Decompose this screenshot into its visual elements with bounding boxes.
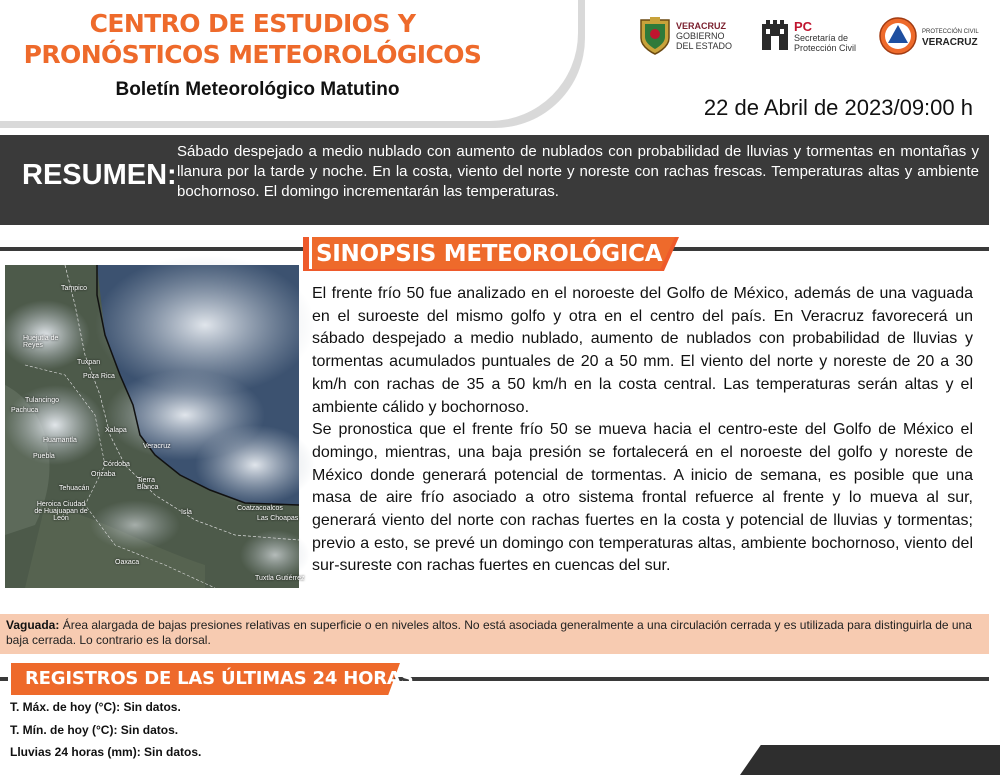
summary-band [0, 135, 989, 225]
header-title-line1: CENTRO DE ESTUDIOS Y [89, 9, 416, 38]
synopsis-paragraph-2: Se pronostica que el frente frío 50 se mueva hacia el centro-este del Golfo de México el domingo, mientras, una baja presión se fortalecerá en el noroeste del golfo y noreste de México donde generará potencial de tormentas. A inicio de semana, es posible que una masa de aire frío asociado a otro sistema frontal refuerce al frente y lo mueva al sur, generará viento del norte con rachas fuertes en la costa y potencial de lluvias y tormentas; previo a esto, se prevé un domingo con temperaturas altas, ambiente bochornoso, viento del sur-sureste con rachas fuertes en cuencas del sur. [312, 421, 973, 575]
veracruz-logo-line3: DEL ESTADO [676, 41, 733, 51]
records-title: REGISTROS DE LAS ÚLTIMAS 24 HORAS [25, 668, 414, 689]
veracruz-logo [638, 14, 732, 58]
record-max-temp: T. Máx. de hoy (°C): Sin datos. [10, 700, 181, 714]
footer-corner-decoration [740, 745, 1000, 775]
synopsis-paragraph-1: El frente frío 50 fue analizado en el noroeste del Golfo de México, además de una vaguada en el suroeste del mismo golfo y otra en el centro del país. En Veracruz favorecerá un sábado despejado a medio nublado, aumento de nublados con probabilidad de lluvias y tormentas acumulados puntuales de 20 a 50 mm. El viento del norte y noreste de 20 a 30 km/h con rachas de 35 a 50 km/h en la costa central. Las temperaturas serán altas y el ambiente cálido y bochornoso. [312, 285, 973, 416]
map-label-pachuca: Pachuca [11, 407, 39, 414]
satellite-image [5, 265, 305, 588]
pcv-logo-line2: VERACRUZ [922, 36, 978, 48]
map-label-heroica: Heroica Ciudad de Huajuapan de León [34, 501, 88, 522]
map-label-puebla: Puebla [33, 453, 55, 460]
map-label-oaxaca: Oaxaca [115, 559, 140, 566]
summary-text: Sábado despejado a medio nublado con aumento de nublados con probabilidad de lluvias y tormentas en montañas y llanura por la tarde y noche. En la costa, viento del norte y noreste con rachas frescas. Temperaturas altas y ambiente bochornoso. El domingo incrementarán las temperaturas. [177, 143, 979, 200]
map-label-huamantla: Huamantla [43, 437, 77, 444]
map-label-las-choapas: Las Choapas [257, 515, 299, 522]
bulletin-subtitle: Boletín Meteorológico Matutino [115, 79, 400, 100]
map-label-isla: Isla [181, 509, 192, 516]
pcv-logo-line1: PROTECCIÓN CIVIL [922, 28, 979, 35]
map-label-tierra-blanca: Tierra Blanca [137, 477, 159, 491]
synopsis-title: SINOPSIS METEOROLÓGICA [316, 241, 663, 267]
map-label-veracruz: Veracruz [143, 443, 171, 450]
pcv-logo [878, 14, 979, 58]
map-label-huejutla: Huejutla de Reyes [23, 335, 59, 349]
map-label-poza-rica: Poza Rica [83, 373, 115, 380]
pc-logo-line1: Secretaría de [794, 32, 849, 43]
map-label-tehuacan: Tehuacán [59, 485, 90, 492]
record-rain-24h: Lluvias 24 horas (mm): Sin datos. [10, 745, 202, 759]
synopsis-body [312, 283, 973, 578]
record-min-temp: T. Mín. de hoy (°C): Sin datos. [10, 723, 179, 737]
glossary-note [0, 614, 989, 654]
veracruz-logo-line2: GOBIERNO [676, 31, 725, 41]
map-label-tampico: Tampico [61, 285, 88, 292]
veracruz-logo-line1: VERACRUZ [676, 21, 727, 31]
castle-icon [760, 16, 790, 56]
pc-logo-big: PC [794, 18, 813, 34]
map-label-xalapa: Xalapa [105, 427, 127, 434]
satellite-map-graphic [5, 265, 299, 588]
map-label-cordoba: Córdoba [103, 461, 130, 468]
map-label-orizaba: Orizaba [91, 471, 116, 478]
map-label-coatzacoalcos: Coatzacoalcos [237, 505, 283, 512]
pc-logo [760, 14, 856, 58]
bulletin-date: 22 de Abril de 2023/09:00 h [703, 95, 973, 120]
header-title-line2: PRONÓSTICOS METEOROLÓGICOS [23, 40, 482, 69]
coat-of-arms-icon [638, 16, 672, 56]
map-label-tulancingo: Tulancingo [25, 397, 59, 404]
glossary-term: Vaguada: [6, 618, 60, 632]
summary-label: RESUMEN: [22, 159, 177, 191]
pc-logo-line2: Protección Civil [794, 42, 857, 53]
map-label-tuxpan: Tuxpan [77, 359, 101, 366]
map-label-tuxtla: Tuxtla Gutiérrez [255, 575, 305, 582]
glossary-definition: Área alargada de bajas presiones relativas en superficie o en niveles altos. No está asociada generalmente a una circulación cerrada y es utilizada para distinguirla de una baja cerrada. Lo contrario es la dorsal. [6, 618, 972, 647]
civil-protection-emblem-icon [878, 16, 918, 56]
